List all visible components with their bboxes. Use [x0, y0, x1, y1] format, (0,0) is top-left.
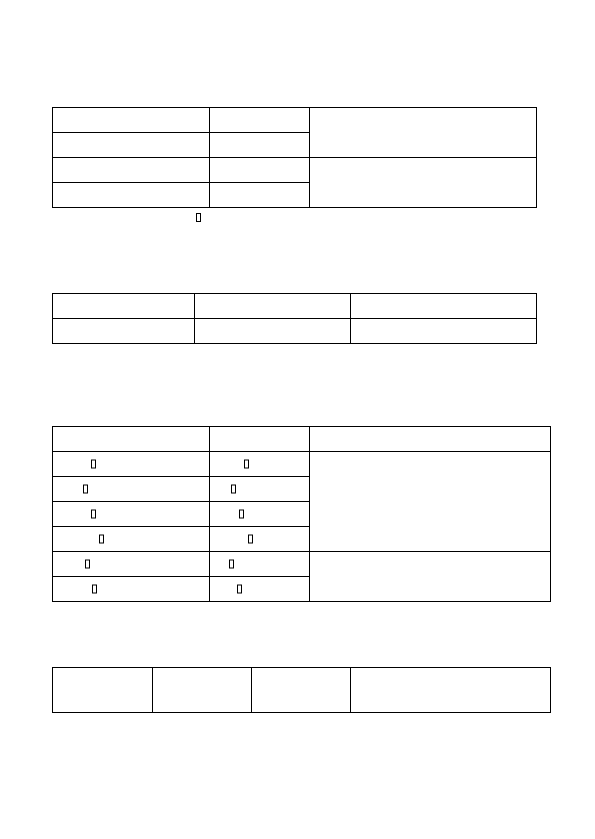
table-cell [210, 502, 310, 527]
missing-glyph-icon [229, 560, 234, 569]
table-cell [351, 668, 551, 713]
missing-glyph-icon [85, 560, 90, 569]
table-cell [210, 452, 310, 477]
table-cell [210, 577, 310, 602]
table-row [53, 158, 537, 183]
table-cell-merged [310, 452, 551, 552]
missing-glyph-icon [196, 213, 201, 222]
table-cell [53, 502, 210, 527]
table-cell [210, 133, 310, 158]
table-3 [52, 426, 551, 602]
table-cell [53, 183, 210, 208]
table-cell [53, 294, 195, 319]
table-cell [210, 477, 310, 502]
table-cell [351, 294, 537, 319]
table-cell [53, 477, 210, 502]
table-cell [53, 108, 210, 133]
table-row [53, 294, 537, 319]
table-row [53, 452, 551, 477]
table-cell [210, 527, 310, 552]
table-cell [195, 294, 351, 319]
table-cell [210, 427, 310, 452]
table-row [53, 319, 537, 344]
table-cell [53, 527, 210, 552]
table-2 [52, 293, 537, 344]
missing-glyph-icon [239, 510, 244, 519]
table-cell [351, 319, 537, 344]
table-cell [53, 577, 210, 602]
table-cell [252, 668, 351, 713]
table-cell [210, 108, 310, 133]
table-cell [53, 133, 210, 158]
table-cell [53, 668, 153, 713]
table-cell [53, 158, 210, 183]
table-cell [153, 668, 252, 713]
missing-glyph-icon [237, 585, 242, 594]
table-cell-merged [310, 108, 537, 158]
table-1 [52, 107, 537, 208]
missing-glyph-icon [91, 510, 96, 519]
table-4 [52, 667, 551, 713]
table-cell [195, 319, 351, 344]
table-cell [53, 452, 210, 477]
missing-glyph-icon [92, 585, 97, 594]
table-header-row [53, 427, 551, 452]
table-row [53, 668, 551, 713]
table-cell-merged [310, 158, 537, 208]
missing-glyph-icon [91, 460, 96, 469]
table-cell-merged [310, 552, 551, 602]
table-cell [210, 183, 310, 208]
missing-glyph-icon [248, 535, 253, 544]
table-row [53, 108, 537, 133]
table-cell [210, 158, 310, 183]
missing-glyph-icon [244, 460, 249, 469]
table-cell [53, 319, 195, 344]
table-cell [310, 427, 551, 452]
missing-glyph-icon [99, 535, 104, 544]
missing-glyph-icon [83, 485, 88, 494]
missing-glyph-icon [231, 485, 236, 494]
table-row [53, 552, 551, 577]
table-cell [210, 552, 310, 577]
table-cell [53, 552, 210, 577]
table-cell [53, 427, 210, 452]
